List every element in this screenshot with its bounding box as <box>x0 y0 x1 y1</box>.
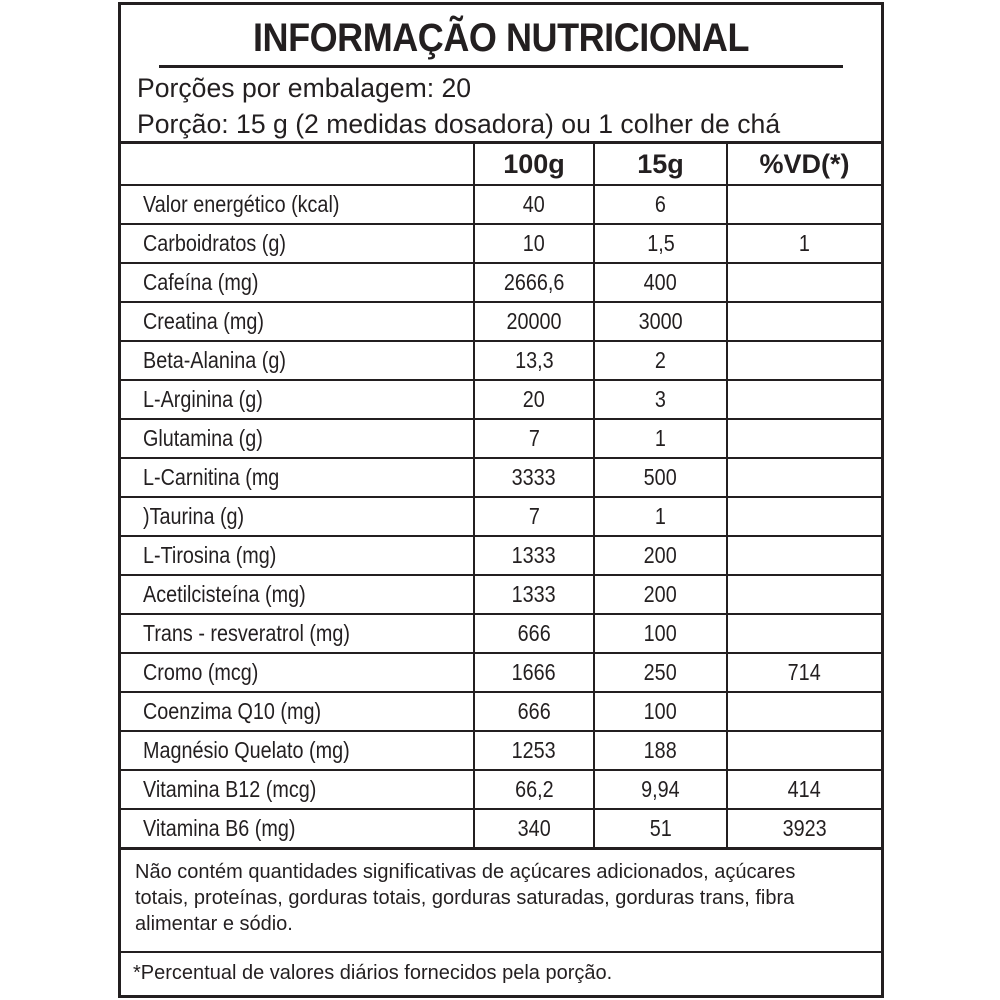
value-per-15g <box>594 653 727 692</box>
table-row <box>121 185 881 224</box>
value-per-15g <box>594 419 727 458</box>
nutrient-name-text: Coenzima Q10 (mg) <box>143 698 322 724</box>
daily-value-percent <box>727 263 881 302</box>
value-per-100g <box>474 731 594 770</box>
value-per-15g-text: 188 <box>643 737 678 763</box>
value-per-100g-text: 7 <box>528 425 540 451</box>
value-per-15g-text: 100 <box>643 698 678 724</box>
table-row <box>121 731 881 770</box>
value-per-15g <box>594 770 727 809</box>
nutrient-name-text: Vitamina B12 (mcg) <box>143 776 317 802</box>
value-per-100g-text: 3333 <box>511 464 556 490</box>
value-per-100g-text: 20000 <box>506 308 562 334</box>
table-row <box>121 380 881 419</box>
note-line: Não contém quantidades significativas de açúcares adicionados, açúcares <box>135 861 796 883</box>
column-header-15g: 15g <box>594 144 727 185</box>
value-per-100g-text: 666 <box>517 620 551 646</box>
table-row <box>121 263 881 302</box>
table-row <box>121 770 881 809</box>
nutrient-name-text: Trans - resveratrol (mg) <box>143 620 350 646</box>
daily-value-percent <box>727 302 881 341</box>
value-per-15g <box>594 263 727 302</box>
nutrient-name <box>121 536 474 575</box>
table-row <box>121 536 881 575</box>
nutrient-name-text: Vitamina B6 (mg) <box>143 815 296 841</box>
value-per-100g-text: 7 <box>528 503 540 529</box>
nutrient-name-text: Creatina (mg) <box>143 308 264 334</box>
value-per-15g-text: 51 <box>649 815 672 841</box>
daily-value-percent-text: 1 <box>798 230 810 256</box>
daily-value-percent-text: 714 <box>787 659 822 685</box>
nutrient-name-text: L-Arginina (g) <box>143 386 263 412</box>
table-row <box>121 614 881 653</box>
value-per-100g-text: 340 <box>517 815 551 841</box>
nutrient-name-text: Valor energético (kcal) <box>143 191 340 217</box>
nutrient-name-text: )Taurina (g) <box>143 503 245 529</box>
value-per-100g-text: 66,2 <box>514 776 554 802</box>
value-per-15g-text: 500 <box>643 464 678 490</box>
nutrient-name-text: Beta-Alanina (g) <box>143 347 286 373</box>
serving-size: Porção: 15 g (2 medidas dosadora) ou 1 colher de chá <box>137 109 781 139</box>
value-per-15g <box>594 185 727 224</box>
daily-value-percent-text: 3923 <box>782 815 827 841</box>
daily-value-percent <box>727 614 881 653</box>
daily-value-percent <box>727 575 881 614</box>
table-row <box>121 809 881 849</box>
value-per-100g <box>474 380 594 419</box>
value-per-15g-text: 200 <box>643 542 678 568</box>
daily-value-percent <box>727 458 881 497</box>
servings-per-package: Porções por embalagem: 20 <box>137 73 472 103</box>
value-per-15g-text: 3000 <box>638 308 683 334</box>
value-per-100g <box>474 809 594 849</box>
nutrient-name <box>121 458 474 497</box>
nutrient-name-text: Acetilcisteína (mg) <box>143 581 306 607</box>
daily-value-percent <box>727 185 881 224</box>
value-per-15g <box>594 731 727 770</box>
value-per-15g-text: 1 <box>654 503 666 529</box>
nutrient-name <box>121 731 474 770</box>
table-row <box>121 497 881 536</box>
nutrient-name <box>121 770 474 809</box>
value-per-15g-text: 400 <box>643 269 678 295</box>
nutrition-facts-label <box>118 2 884 998</box>
value-per-15g <box>594 458 727 497</box>
nutrient-name <box>121 302 474 341</box>
nutrient-name <box>121 419 474 458</box>
value-per-15g <box>594 380 727 419</box>
value-per-15g-text: 100 <box>643 620 678 646</box>
value-per-15g <box>594 302 727 341</box>
table-row <box>121 341 881 380</box>
daily-value-percent <box>727 731 881 770</box>
nutrient-name-text: Cafeína (mg) <box>143 269 259 295</box>
value-per-100g-text: 2666,6 <box>503 269 565 295</box>
serving-info <box>121 68 881 144</box>
nutrient-name <box>121 575 474 614</box>
nutrition-table <box>121 144 881 850</box>
value-per-15g <box>594 614 727 653</box>
value-per-15g <box>594 809 727 849</box>
daily-value-percent <box>727 497 881 536</box>
table-row <box>121 575 881 614</box>
nutrient-name-text: Cromo (mcg) <box>143 659 259 685</box>
daily-value-percent <box>727 692 881 731</box>
nutrient-name <box>121 263 474 302</box>
value-per-100g <box>474 575 594 614</box>
table-row <box>121 302 881 341</box>
value-per-100g <box>474 302 594 341</box>
value-per-100g-text: 40 <box>522 191 546 217</box>
nutrient-name-text: L-Carnitina (mg <box>143 464 280 490</box>
value-per-15g-text: 2 <box>654 347 666 373</box>
value-per-100g <box>474 458 594 497</box>
value-per-100g <box>474 692 594 731</box>
nutrient-name <box>121 224 474 263</box>
nutrient-name-text: L-Tirosina (mg) <box>143 542 277 568</box>
table-header-row <box>121 144 881 185</box>
nutrient-name-text: Carboidratos (g) <box>143 230 286 256</box>
daily-value-percent <box>727 380 881 419</box>
nutrient-name <box>121 185 474 224</box>
label-title: INFORMAÇÃO NUTRICIONAL <box>159 5 843 68</box>
nutrient-name <box>121 497 474 536</box>
table-row <box>121 458 881 497</box>
value-per-15g-text: 1,5 <box>646 230 675 256</box>
value-per-15g <box>594 497 727 536</box>
value-per-15g <box>594 341 727 380</box>
column-header-vd: %VD(*) <box>727 144 881 185</box>
table-row <box>121 419 881 458</box>
value-per-100g <box>474 497 594 536</box>
value-per-100g-text: 1333 <box>511 542 556 568</box>
value-per-100g <box>474 653 594 692</box>
daily-value-percent-text: 414 <box>787 776 822 802</box>
daily-value-percent <box>727 770 881 809</box>
value-per-100g <box>474 419 594 458</box>
value-per-100g-text: 13,3 <box>514 347 554 373</box>
daily-value-percent <box>727 653 881 692</box>
value-per-15g <box>594 692 727 731</box>
value-per-100g <box>474 185 594 224</box>
daily-value-percent <box>727 536 881 575</box>
value-per-15g-text: 200 <box>643 581 678 607</box>
value-per-15g-text: 3 <box>654 386 666 412</box>
value-per-100g-text: 666 <box>517 698 551 724</box>
nutrient-name <box>121 341 474 380</box>
value-per-100g <box>474 536 594 575</box>
nutrient-name-text: Glutamina (g) <box>143 425 263 451</box>
nutrient-name-text: Magnésio Quelato (mg) <box>143 737 350 763</box>
daily-value-percent <box>727 809 881 849</box>
nutrient-name <box>121 614 474 653</box>
value-per-15g-text: 1 <box>654 425 666 451</box>
note-line: totais, proteínas, gorduras totais, gorduras saturadas, gorduras trans, fibra <box>135 887 795 909</box>
value-per-15g <box>594 536 727 575</box>
value-per-15g <box>594 224 727 263</box>
value-per-100g-text: 10 <box>522 230 546 256</box>
value-per-100g <box>474 614 594 653</box>
nutrient-name <box>121 809 474 849</box>
table-row <box>121 224 881 263</box>
table-row <box>121 692 881 731</box>
disclaimer-note <box>121 850 881 953</box>
value-per-15g-text: 250 <box>643 659 678 685</box>
column-header-100g: 100g <box>474 144 594 185</box>
value-per-100g-text: 20 <box>522 386 546 412</box>
daily-value-percent <box>727 419 881 458</box>
nutrient-name <box>121 692 474 731</box>
daily-value-percent <box>727 341 881 380</box>
table-row <box>121 653 881 692</box>
daily-value-footnote: *Percentual de valores diários fornecidos pela porção. <box>133 962 613 984</box>
value-per-100g <box>474 770 594 809</box>
daily-value-percent <box>727 224 881 263</box>
value-per-100g <box>474 263 594 302</box>
column-header-nutrient <box>121 144 474 185</box>
table-body <box>121 185 881 849</box>
value-per-100g-text: 1253 <box>511 737 556 763</box>
value-per-15g <box>594 575 727 614</box>
nutrient-name <box>121 380 474 419</box>
value-per-100g-text: 1666 <box>511 659 556 685</box>
value-per-15g-text: 9,94 <box>641 776 680 802</box>
note-line: alimentar e sódio. <box>135 913 293 935</box>
value-per-100g <box>474 224 594 263</box>
value-per-100g <box>474 341 594 380</box>
nutrient-name <box>121 653 474 692</box>
value-per-15g-text: 6 <box>654 191 666 217</box>
value-per-100g-text: 1333 <box>511 581 556 607</box>
